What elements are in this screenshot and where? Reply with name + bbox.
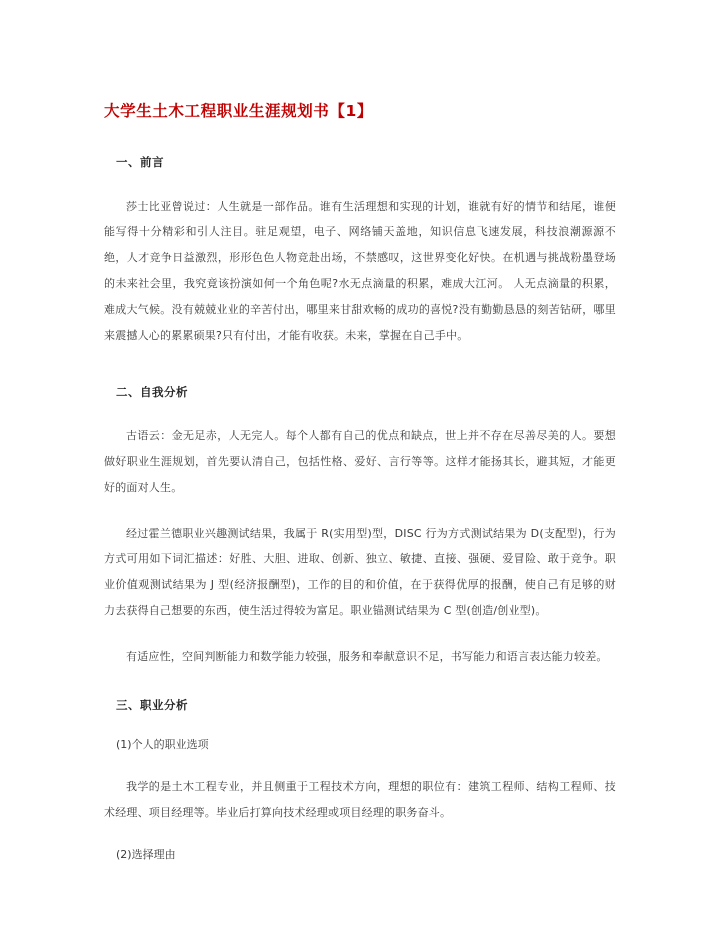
section-spacer bbox=[104, 369, 616, 383]
paragraph-self-analysis-1: 古语云：金无足赤，人无完人。每个人都有自己的优点和缺点，世上并不存在尽善尽美的人。要想做好职业生涯规划，首先要认清自己，包括性格、爱好、言行等等。这样才能扬其长，避其短，才能更好的面对人生。 bbox=[104, 429, 616, 494]
subsection-label-career-options: (1)个人的职业选项 bbox=[116, 738, 209, 752]
subsection-label-reason: (2)选择理由 bbox=[116, 847, 176, 861]
section-heading-career-analysis: 三、职业分析 bbox=[116, 697, 188, 712]
section-heading-self-analysis: 二、自我分析 bbox=[116, 384, 188, 399]
paragraph-self-analysis-2: 经过霍兰德职业兴趣测试结果，我属于 R(实用型)型，DISC 行为方式测试结果为 D(支配型)，行为方式可用如下词汇描述：好胜、大胆、进取、创新、独立、敏捷、直接、强硬、爱冒险、敢于竞争。职业价值观测试结果为 J 型(经济报酬型)，工作的目的和价值，在于获得优厚的报酬，使自己有足够的财力去获得自己想要的东西，使生活过得较为富足。职业锚测试结果为 C 型(创造/创业型)。 bbox=[104, 526, 616, 618]
paragraph-career-options: 我学的是土木工程专业，并且侧重于工程技术方向，理想的职位有：建筑工程师、结构工程师、技术经理、项目经理等。毕业后打算向技术经理或项目经理的职务奋斗。 bbox=[104, 779, 616, 819]
paragraph-self-analysis-3: 有适应性，空间判断能力和数学能力较强，服务和奉献意识不足，书写能力和语言表达能力较差。 bbox=[126, 650, 608, 663]
document-title: 大学生土木工程职业生涯规划书【1】 bbox=[104, 102, 373, 120]
section-heading-preface: 一、前言 bbox=[116, 155, 164, 170]
paragraph-preface-1: 莎士比亚曾说过：人生就是一部作品。谁有生活理想和实现的计划，谁就有好的情节和结尾，谁便能写得十分精彩和引人注目。驻足观望，电子、网络铺天盖地，知识信息飞速发展，科技浪潮源源不绝，人才竞争日益激烈，形形色色人物竞赴出场，不禁感叹，这世界变化好快。在机遇与挑战粉墨登场的未来社会里，我究竟该扮演如何一个角色呢?水无点滴量的积累，难成大江河。 人无点滴量的积累，难成大气候。没有兢兢业业的辛苦付出，哪里来甘甜欢畅的成功的喜悦?没有勤勤恳恳的刻苦钻研，哪里来震撼人心的累累硕果?只有付出，才能有收获。未来，掌握在自己手中。 bbox=[104, 199, 616, 342]
